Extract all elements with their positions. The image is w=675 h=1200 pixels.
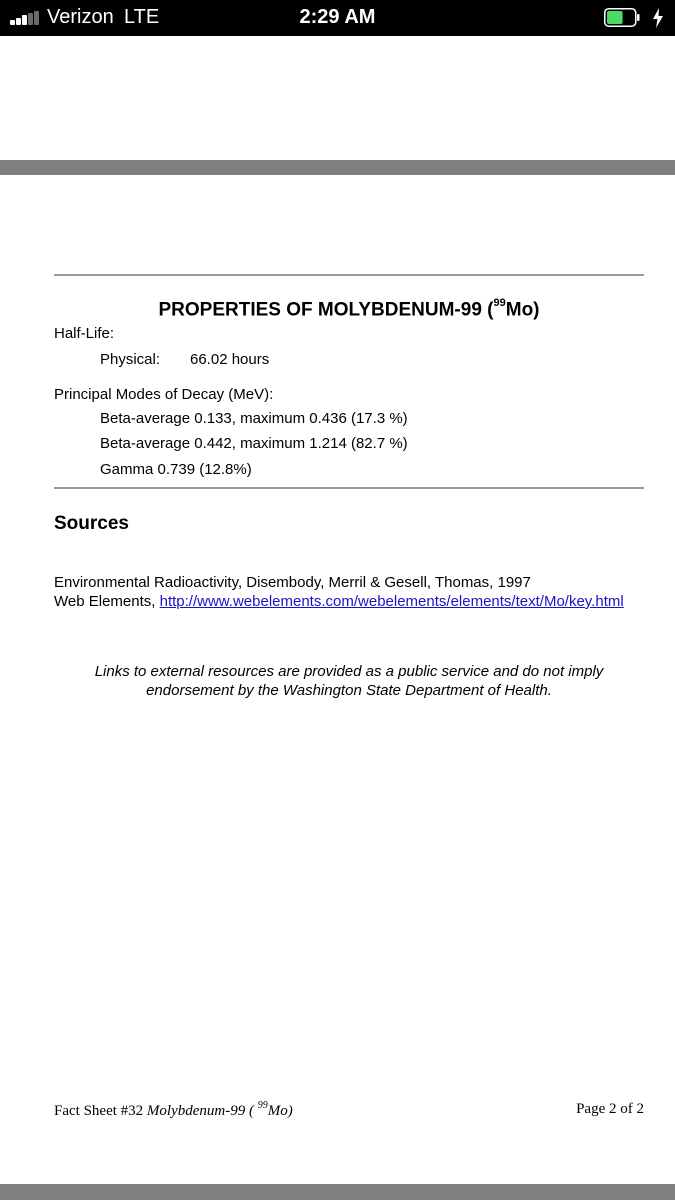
physical-value: 66.02 hours <box>190 351 270 368</box>
web-elements-label: Web Elements, <box>54 593 160 610</box>
network-type: LTE <box>124 6 160 28</box>
decay-mode-item: Gamma 0.739 (12.8%) <box>100 461 252 478</box>
disclaimer-line: Links to external resources are provided as a public service and do not imply <box>94 663 604 680</box>
carrier-name: Verizon <box>47 6 114 28</box>
sources-heading: Sources <box>54 513 129 534</box>
decay-mode-item: Beta-average 0.133, maximum 0.436 (17.3 %) <box>100 410 408 427</box>
charging-bolt-icon <box>651 7 665 29</box>
properties-title: PROPERTIES OF MOLYBDENUM-99 ($^{99}$Mo) <box>158 297 540 321</box>
decay-modes-label: Principal Modes of Decay (MeV): <box>54 386 274 403</box>
horizontal-rule <box>54 274 644 276</box>
webelements-link[interactable]: http://www.webelements.com/webelements/elements/text/Mo/key.html <box>159 593 624 610</box>
battery-icon <box>604 8 640 27</box>
horizontal-rule <box>54 487 644 489</box>
source-web-elements <box>54 593 624 610</box>
status-time: 2:29 AM <box>299 6 376 28</box>
page-separator <box>0 160 675 175</box>
page-separator-bottom <box>0 1184 675 1200</box>
status-bar <box>0 0 675 36</box>
source-reference: Environmental Radioactivity, Disembody, Merril & Gesell, Thomas, 1997 <box>54 574 531 591</box>
half-life-label: Half-Life: <box>54 325 115 342</box>
disclaimer-line: endorsement by the Washington State Department of Health. <box>146 682 552 699</box>
footer-page-number: Page 2 of 2 <box>576 1101 644 1117</box>
external-links-disclaimer <box>54 662 644 700</box>
decay-mode-item: Beta-average 0.442, maximum 1.214 (82.7 %) <box>100 435 408 452</box>
isotope-mass-superscript: 99 <box>493 297 506 309</box>
physical-label: Physical: <box>100 351 161 368</box>
footer-fact-sheet: Fact Sheet #32 Molybdenum-99 ( $^{99}$Mo) <box>54 1100 293 1119</box>
